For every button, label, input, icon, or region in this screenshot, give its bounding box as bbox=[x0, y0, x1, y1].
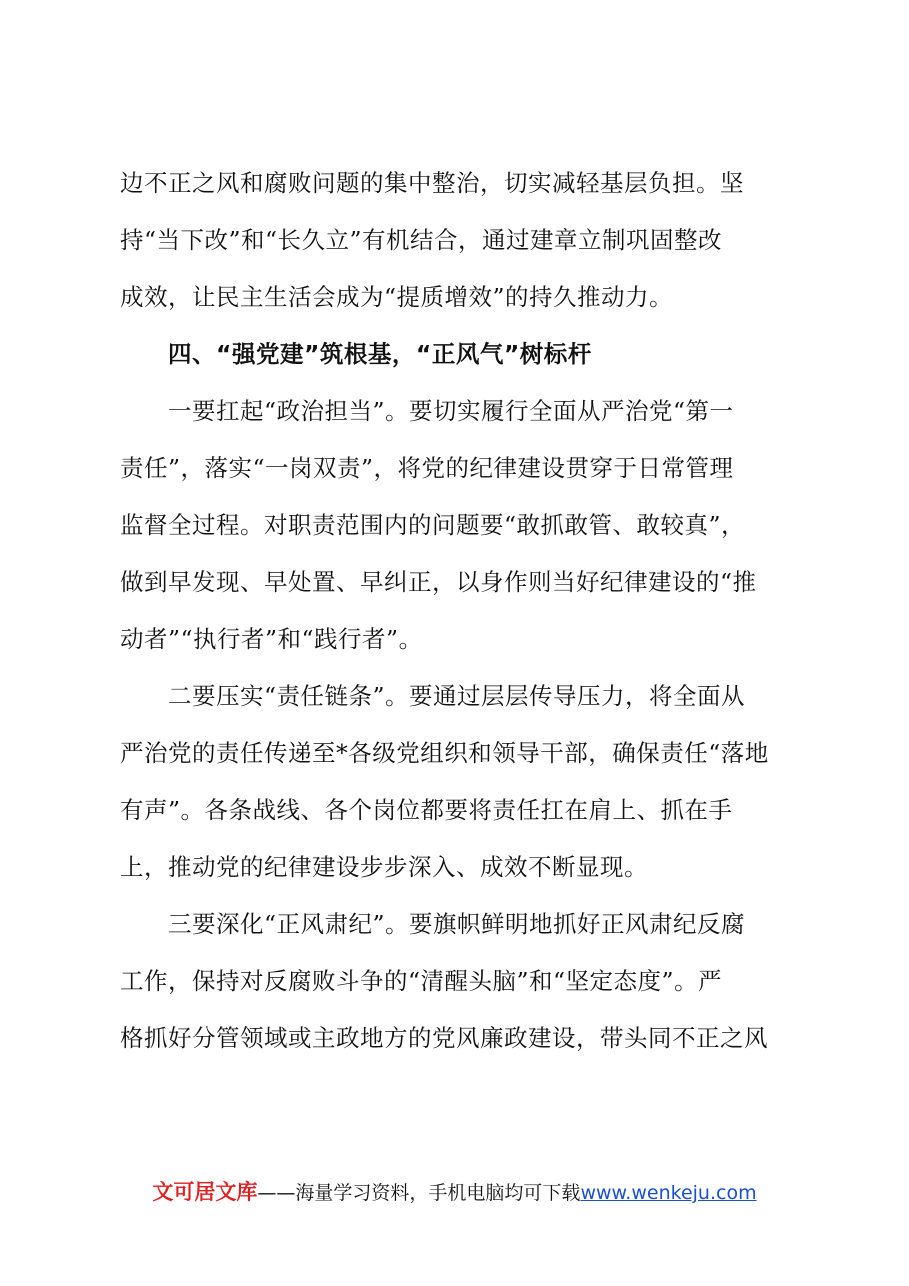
section-heading: 四、“强党建”筑根基，“正风气”树标杆 bbox=[168, 340, 592, 368]
footer-banner bbox=[0, 1182, 909, 1203]
body-line: 一要扛起“政治担当”。要切实履行全面从严治党“第一 bbox=[168, 397, 734, 425]
body-line: 责任”，落实“一岗双责”，将党的纪律建设贯穿于日常管理 bbox=[120, 454, 734, 482]
footer-url-link[interactable]: www.wenkeju.com bbox=[580, 1182, 757, 1204]
body-line: 三要深化“正风肃纪”。要旗帜鲜明地抓好正风肃纪反腐 bbox=[168, 910, 746, 938]
footer-tagline: ——海量学习资料，手机电脑均可下载 bbox=[257, 1182, 581, 1204]
body-line: 动者”“执行者”和“践行者”。 bbox=[120, 625, 423, 653]
body-line: 二要压实“责任链条”。要通过层层传导压力，将全面从 bbox=[168, 682, 746, 710]
body-line: 工作，保持对反腐败斗争的“清醒头脑”和“坚定态度”。严 bbox=[120, 967, 723, 995]
body-line: 边不正之风和腐败问题的集中整治，切实减轻基层负担。坚 bbox=[120, 169, 744, 197]
body-line: 格抓好分管领域或主政地方的党风廉政建设，带头同不正之风 bbox=[120, 1024, 768, 1052]
body-line: 成效，让民主生活会成为“提质增效”的持久推动力。 bbox=[120, 283, 674, 311]
body-line: 监督全过程。对职责范围内的问题要“敢抓敢管、敢较真”， bbox=[120, 511, 746, 539]
body-line: 持“当下改”和“长久立”有机结合，通过建章立制巩固整改 bbox=[120, 226, 723, 254]
body-line: 做到早发现、早处置、早纠正，以身作则当好纪律建设的“推 bbox=[120, 568, 757, 596]
body-line: 严治党的责任传递至*各级党组织和领导干部，确保责任“落地 bbox=[120, 739, 769, 767]
body-line: 上，推动党的纪律建设步步深入、成效不断显现。 bbox=[120, 853, 648, 881]
footer-brand: 文可居文库 bbox=[152, 1180, 258, 1204]
body-line: 有声”。各条战线、各个岗位都要将责任扛在肩上、抓在手 bbox=[120, 796, 733, 824]
